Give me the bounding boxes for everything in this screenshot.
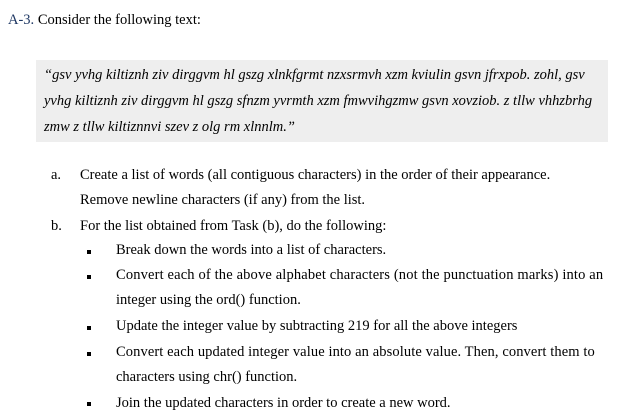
subitem-4-text-line-1 xyxy=(116,344,608,361)
item-a-text-line-2: Remove newline characters (if any) from the list. xyxy=(80,192,366,208)
bullet-icon xyxy=(87,275,91,279)
cipher-text-line-1: “gsv yvhg kiltiznh ziv dirggvm hl gszg xlnkfgrmt nzxsrmvh xzm kviulin gsvn jfrxpob. zohl, gsv xyxy=(44,67,585,83)
subitem-2-line-1-content: Convert each of the above alphabet characters (not the punctuation marks) into an xyxy=(116,267,604,283)
subitem-4-line-1-content: Convert each updated integer value into an absolute value. Then, convert them to xyxy=(116,344,595,360)
subitem-3-text: Update the integer value by subtracting 219 for all the above integers xyxy=(116,318,518,334)
item-b-text: For the list obtained from Task (b), do the following: xyxy=(80,218,387,234)
cipher-text-line-2: yvhg kiltiznh ziv dirggvm hl gszg sfnzm yvrmth xzm fmwvihgzmw gsvn xovziob. z tllw vhhzbrhg xyxy=(44,93,593,109)
subitem-4-text-line-2: characters using chr() function. xyxy=(116,369,298,385)
bullet-icon xyxy=(87,250,91,254)
bullet-icon xyxy=(87,326,91,330)
subitem-2-text-line-2: integer using the ord() function. xyxy=(116,292,301,308)
question-prompt: Consider the following text: xyxy=(37,12,201,28)
cipher-text-line-3: zmw z tllw kiltiznnvi szev z olg rm xlnnlm.” xyxy=(44,119,295,135)
bullet-icon xyxy=(87,352,91,356)
question-number: A-3. xyxy=(8,12,35,28)
subitem-2-text-line-1 xyxy=(116,267,608,284)
question-heading xyxy=(8,12,201,29)
bullet-icon xyxy=(87,402,91,406)
subitem-1-text: Break down the words into a list of characters. xyxy=(116,242,387,258)
item-a-text-line-1: Create a list of words (all contiguous characters) in the order of their appearance. xyxy=(80,167,551,183)
item-a-label: a. xyxy=(51,167,62,183)
subitem-5-text: Join the updated characters in order to create a new word. xyxy=(116,395,451,411)
item-b-label: b. xyxy=(51,218,62,234)
